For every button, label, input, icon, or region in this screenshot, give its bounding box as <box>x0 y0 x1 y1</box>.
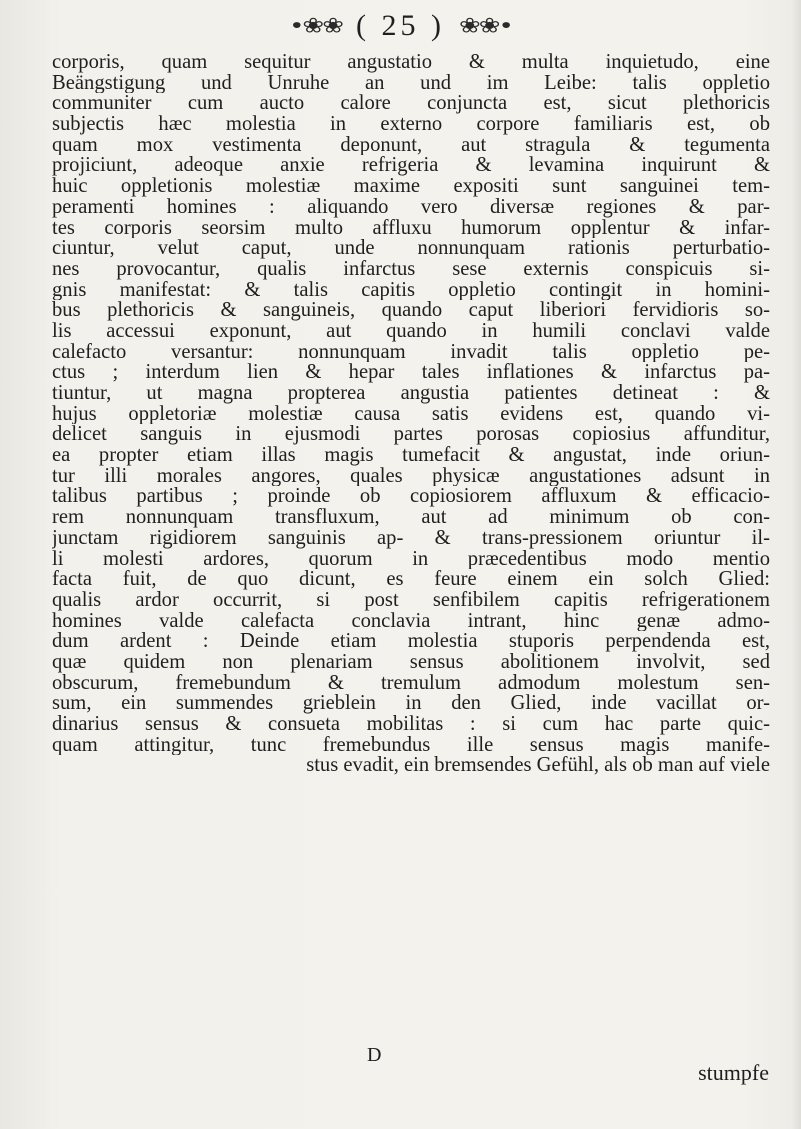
text-line: delicet sanguis in ejusmodi partes porosas copiosius affunditur, <box>52 424 770 446</box>
text-line: calefacto versantur: nonnunquam invadit talis oppletio pe- <box>52 341 770 363</box>
text-line: homines valde calefacta conclavia intrant, hinc genæ admo- <box>52 610 770 632</box>
text-line: quæ quidem non plenariam sensus abolitionem involvit, sed <box>52 651 770 673</box>
text-line: gnis manifestat: & talis capitis oppletio contingit in homini- <box>52 279 770 301</box>
text-line: li molesti ardores, quorum in præcedentibus modo mentio <box>52 548 770 570</box>
signature-mark: D <box>367 1044 382 1066</box>
right-ornament-icon: ❀❀• <box>458 14 512 38</box>
text-line: subjectis hæc molestia in externo corpore familiaris est, ob <box>52 114 770 135</box>
body-text <box>52 52 770 776</box>
text-line: dum ardent : Deinde etiam molestia stuporis perpendenda est, <box>52 631 770 652</box>
text-line: projiciunt, adeoque anxie refrigeria & levamina inquirunt & <box>52 155 770 177</box>
text-line: lis accessui exponunt, aut quando in humili conclavi valde <box>52 320 770 342</box>
text-line: quam attingitur, tunc fremebundus ille sensus magis manife- <box>52 734 770 756</box>
text-line: communiter cum aucto calore conjuncta est, sicut plethoricis <box>52 93 770 115</box>
text-line: ctus ; interdum lien & hepar tales inflationes & infarctus pa- <box>52 362 770 383</box>
text-line: rem nonnunquam transfluxum, aut ad minimum ob con- <box>52 507 770 528</box>
text-line: ea propter etiam illas magis tumefacit & angustat, inde oriun- <box>52 445 770 466</box>
text-line: bus plethoricis & sanguineis, quando caput liberiori fervidioris so- <box>52 300 770 321</box>
text-line: huic oppletionis molestiæ maxime expositi sunt sanguinei tem- <box>52 176 770 197</box>
page-number: ( 25 ) <box>356 9 445 42</box>
text-line: tiuntur, ut magna propterea angustia patientes detineat : & <box>52 383 770 404</box>
text-line: tur illi morales angores, quales physicæ angustationes adsunt in <box>52 465 770 487</box>
text-line: junctam rigidiorem sanguinis ap- & trans-pressionem oriuntur il- <box>52 527 770 549</box>
text-line: obscurum, fremebundum & tremulum admodum molestum sen- <box>52 672 770 694</box>
page-header <box>0 6 801 46</box>
text-line: qualis ardor occurrit, si post senfibilem capitis refrigerationem <box>52 589 770 611</box>
text-line: talibus partibus ; proinde ob copiosiorem affluxum & efficacio- <box>52 486 770 508</box>
text-line: corporis, quam sequitur angustatio & multa inquietudo, eine <box>52 52 770 73</box>
left-ornament-icon: •❀❀ <box>289 14 342 38</box>
text-line: Beängstigung und Unruhe an und im Leibe: talis oppletio <box>52 72 770 94</box>
text-line: sum, ein summendes grieblein in den Glied, inde vacillat or- <box>52 693 770 714</box>
text-line: hujus oppletoriæ molestiæ causa satis evidens est, quando vi- <box>52 403 770 425</box>
text-line: facta fuit, de quo dicunt, es feure einem ein solch Glied: <box>52 569 770 590</box>
page-footer <box>0 1044 801 1085</box>
text-line: stus evadit, ein bremsendes Gefühl, als ob man auf viele <box>306 755 770 777</box>
text-line: tes corporis seorsim multo affluxu humorum opplentur & infar- <box>52 217 770 239</box>
text-line: nes provocantur, qualis infarctus sese externis conspicuis si- <box>52 258 770 280</box>
text-line: ciuntur, velut caput, unde nonnunquam rationis perturbatio- <box>52 238 770 259</box>
text-line: peramenti homines : aliquando vero diversæ regiones & par- <box>52 196 770 218</box>
page-edge-shadow <box>791 0 801 1129</box>
text-line: dinarius sensus & consueta mobilitas : si cum hac parte quic- <box>52 714 770 735</box>
text-line: quam mox vestimenta deponunt, aut stragula & tegumenta <box>52 134 770 156</box>
catchword: stumpfe <box>698 1060 769 1085</box>
